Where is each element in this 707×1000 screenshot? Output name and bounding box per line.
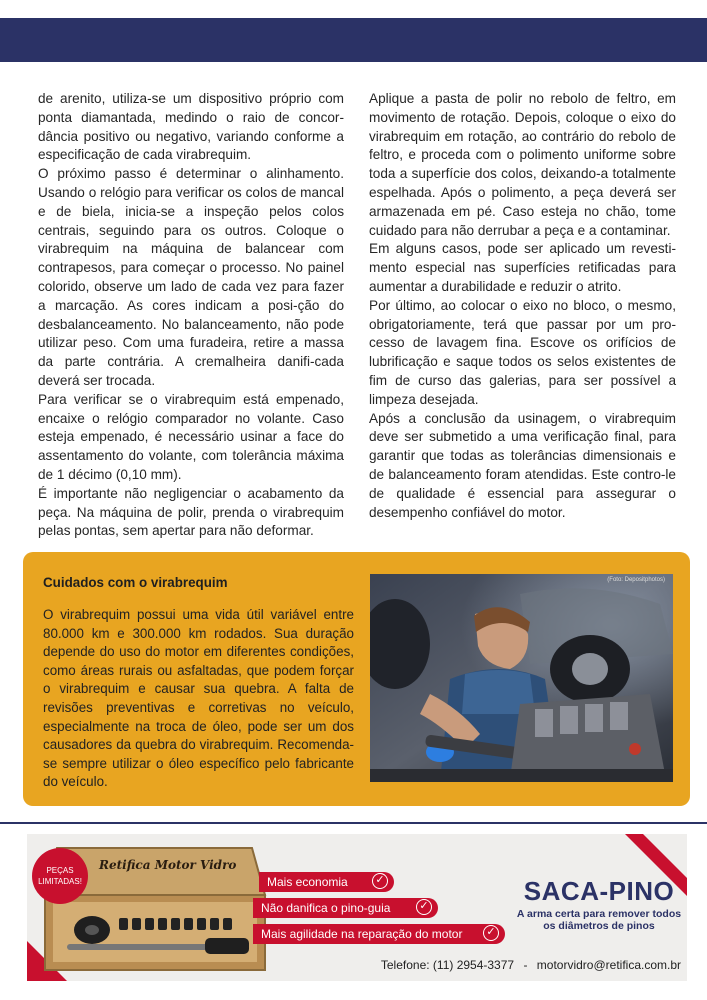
paragraph: Após a conclusão da usinagem, o virabrequim deve ser submetido a uma verificação final, para garantir que todas as tolerâncias dimensionais e de balanceamento foram atendidas. Este contro-le de qualidade é essencial para assegurar o desempenho confiável do motor. [369,410,676,520]
info-box-title: Cuidados com o virabrequim [43,575,228,590]
mechanic-illustration [370,574,673,782]
paragraph: Aplique a pasta de polir no rebolo de feltro, em movimento de rotação. Depois, coloque o eixo do virabrequim em rotação, ao contrário do rebolo de feltro, e proceda com o polimento uniforme sobre toda a superfície dos colos, deixando-a totalmente espelhada. Após o polimento, a peça deverá ser armazenada em pé. Caso esteja no chão, tome cuidado para não derrubar a peça e a contaminar. [369,91,676,238]
paragraph: Em alguns casos, pode ser aplicado um revesti-mento especial nas superfícies retificadas para aumentar a durabilidade e reduzir o atrito. [369,241,676,294]
phone: Telefone: (11) 2954-3377 [380,958,515,972]
paragraph: É importante não negligenciar o acabamento da peça. Na máquina de polir, prenda o virabrequim pelas pontas, sem apertar para não deformar. [38,485,344,539]
check-icon: ✓ [416,899,432,915]
header-bar [0,18,707,62]
photo-credit: (Foto: Depositphotos) [607,577,665,583]
benefit-item [259,872,394,892]
check-icon: ✓ [483,925,499,941]
contact-line [381,958,681,972]
article-left-column [38,90,344,541]
contact-separator: - [523,958,528,972]
case-brand-label: Retifica Motor Vidro [99,858,237,872]
benefit-label: Mais agilidade na reparação do motor [261,927,463,941]
paragraph: O próximo passo é determinar o alinhamento. Usando o relógio para verificar os colos de mancal e de biela, inicia-se a inspeção pelos colos centrais, seguindo para os outros. Coloque o virabrequim na máquina de balancear com contrapesos, para começar o processo. No painel colorido, observe um lado de cada vez para fazer a marcação. As cores indicam a posi-ção do desbalanceamento. No balanceamento, não pode utilizar peso. Com uma furadeira, retire a massa da parte contrária. A cremalheira danifi-cada deverá ser trocada. [38,166,344,388]
mechanic-photo [370,574,673,782]
benefit-label: Não danifica o pino-guia [261,901,391,915]
limited-badge-text: PEÇAS LIMITADAS! [38,866,82,886]
product-subtitle: A arma certa para remover todos os diâmetros de pinos [516,908,682,932]
info-box-text: O virabrequim possui uma vida útil variável entre 80.000 km e 300.000 km rodados. Sua duração depende do uso do motor em diferentes condições, como áreas rurais ou asfaltadas, que podem forçar o virabrequim e causar sua quebra. A falta de revisões preventivas e corretivas no veículo, especialmente na troca de óleo, pode ser um dos causadores da quebra do virabrequim. Recomenda-se sempre utilizar o óleo específico pelo fabricante do veículo. [43,607,354,790]
benefit-label: Mais economia [267,875,348,889]
limited-badge [32,848,88,904]
socket-row [119,918,232,930]
benefit-item [253,898,438,918]
article-right-column [369,90,676,522]
check-icon: ✓ [372,873,388,889]
paragraph: de arenito, utiliza-se um dispositivo próprio com ponta diamantada, medindo o raio de concor-dância positivo ou negativo, variando conforme a especificação de cada virabrequim. [38,91,344,163]
ad-corner-inner [643,834,687,878]
section-divider [0,822,707,824]
email-link[interactable]: motorvidro@retifica.com.br [536,958,681,972]
advertisement [27,834,687,981]
paragraph: Para verificar se o virabrequim está empenado, encaixe o relógio comparador no volante. Caso esteja empenado, é necessário usinar a face do assentamento do volante, com tolerância máxima de 1 décimo (0,10 mm). [38,391,344,482]
paragraph: Por último, ao colocar o eixo no bloco, o mesmo, obrigatoriamente, terá que passar por um pro-cesso de lavagem fina. Escove os orifícios de lubrificação e saque todos os selos existentes de fim de curso das galerias, para ser possível a limpeza desejada. [369,297,676,407]
benefit-item [253,924,505,944]
product-title: SACA-PINO [523,876,675,906]
